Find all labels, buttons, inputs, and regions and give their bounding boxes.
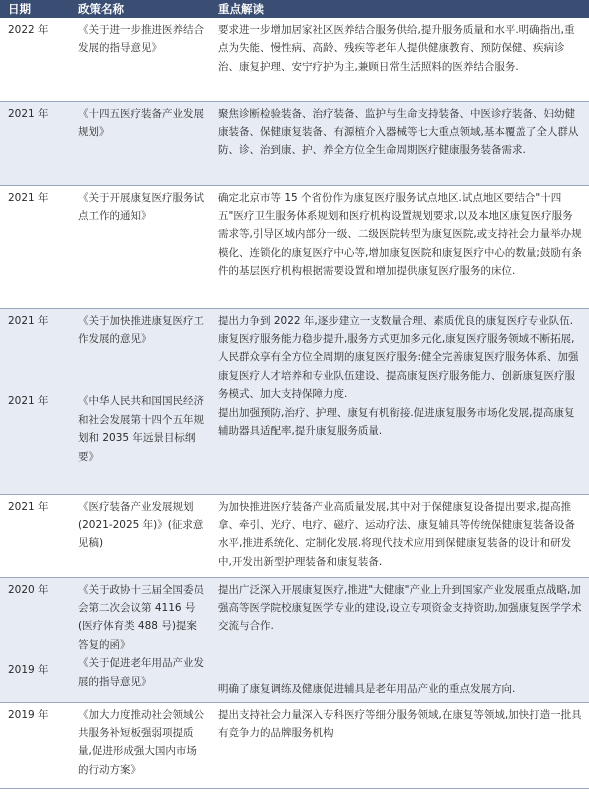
row-year-group (0, 308, 70, 494)
row-interpretation: 为加快推进医疗装备产业高质量发展,其中对于保健康复设备提出要求,提高推拿、牵引、光疗、电疗、磁疗、运动疗法、康复辅具等传统保健康复装备设备水平,推进系统化、定制化发展.将现代技术应用到保健康复装备的设计和研发中,开发出新型护理装备和康复装备. (210, 494, 589, 577)
row-policy: 《医疗装备产业发展规划(2021-2025 年)》(征求意见稿) (70, 494, 210, 577)
row-interpretation: 提出力争到 2022 年,逐步建立一支数量合理、素质优良的康复医疗专业队伍.康复医疗服务能力稳步提升,服务方式更加多元化,康复医疗服务领域不断拓展,人民群众享有全方位全周期的康复医疗服务:健全完善康复医疗服务体系、加强康复医疗人才培养和专业队伍建设、提高康复医疗服务能力、创新康复医疗服务模式、加大支持保障力度. (218, 314, 579, 401)
row-interpretation: 确定北京市等 15 个省份作为康复医疗服务试点地区.试点地区要结合"十四五"医疗卫生服务体系规划和医疗机构设置规划要求,以及本地区康复医疗服务需求等,引导区域内部分一级、二级医院转型为康复医院,或支持社会力量举办规模化、连锁化的康复医疗中心等,增加康复医院和康复医疗中心的数量;鼓励有条件的基层医疗机构根据需要设置和增加提供康复医疗服务的床位. (210, 185, 589, 308)
table-header (0, 0, 589, 18)
row-policy: 《关于政协十三届全国委员会第二次会议第 4116 号(医疗体育类 488 号)提案答复的函》 (78, 583, 204, 651)
table-row (0, 308, 589, 494)
row-interpretation: 要求进一步增加居家社区医养结合服务供给,提升服务质量和水平.明确指出,重点为失能、慢性病、高龄、残疾等老年人提供健康教育、预防保健、疾病诊治、康复护理、安宁疗护为主,兼顾日常生活照料的医养结合服务. (210, 18, 589, 101)
table-row (0, 577, 589, 702)
row-policy: 《关于开展康复医疗服务试点工作的通知》 (70, 185, 210, 308)
row-year: 2022 年 (0, 18, 70, 101)
row-year: 2020 年 (8, 583, 49, 596)
row-interpretation-group (210, 577, 589, 702)
table-row (0, 185, 589, 308)
row-interpretation: 聚焦诊断检验装备、治疗装备、监护与生命支持装备、中医诊疗装备、妇幼健康装备、保健康复装备、有源植介入器械等七大重点领域,基本覆盖了全人群从防、诊、治到康、护、养全方位全生命周期医疗健康服务装备需求. (210, 101, 589, 185)
row-policy: 《关于进一步推进医养结合发展的指导意见》 (70, 18, 210, 101)
table-row (0, 494, 589, 577)
row-year: 2021 年 (0, 494, 70, 577)
row-interpretation: 提出支持社会力量深入专科医疗等细分服务领域,在康复等领域,加快打造一批具有竞争力的品牌服务机构 (210, 702, 589, 788)
row-year: 2019 年 (8, 663, 49, 676)
row-policy: 《十四五医疗装备产业发展规划》 (70, 101, 210, 185)
row-policy: 《加大力度推动社会领域公共服务补短板强弱项提质量,促进形成强大国内市场的行动方案》 (70, 702, 210, 788)
table-row (0, 101, 589, 185)
header-interpretation: 重点解读 (210, 0, 589, 18)
row-year: 2021 年 (8, 314, 49, 327)
row-interpretation-group (210, 308, 589, 494)
row-interpretation: 提出广泛深入开展康复医疗,推进"大健康"产业上升到国家产业发展重点战略,加强高等医学院校康复医学专业的建设,设立专项资金支持资助,加强康复医学学术交流与合作. (218, 583, 582, 633)
table-row (0, 702, 589, 788)
row-policy-group (70, 308, 210, 494)
row-policy: 《关于加快推进康复医疗工作发展的意见》 (78, 314, 204, 345)
table-row (0, 18, 589, 101)
row-interpretation: 提出加强预防,治疗、护理、康复有机衔接.促进康复服务市场化发展,提高康复辅助器具适配率,提升康复服务质量. (218, 406, 575, 437)
row-year: 2021 年 (0, 185, 70, 308)
header-date: 日期 (0, 0, 70, 18)
header-policy: 政策名称 (70, 0, 210, 18)
row-year: 2021 年 (8, 394, 49, 407)
row-year: 2021 年 (0, 101, 70, 185)
row-interpretation: 明确了康复调练及健康促进辅具是老年用品产业的重点发展方向. (218, 682, 516, 695)
row-year: 2019 年 (0, 702, 70, 788)
row-policy: 《中华人民共和国国民经济和社会发展第十四个五年规划和 2035 年远景目标纲要》 (78, 395, 204, 463)
row-year-group (0, 577, 70, 702)
row-policy: 《关于促进老年用品产业发展的指导意见》 (78, 657, 204, 688)
row-policy-group (70, 577, 210, 702)
